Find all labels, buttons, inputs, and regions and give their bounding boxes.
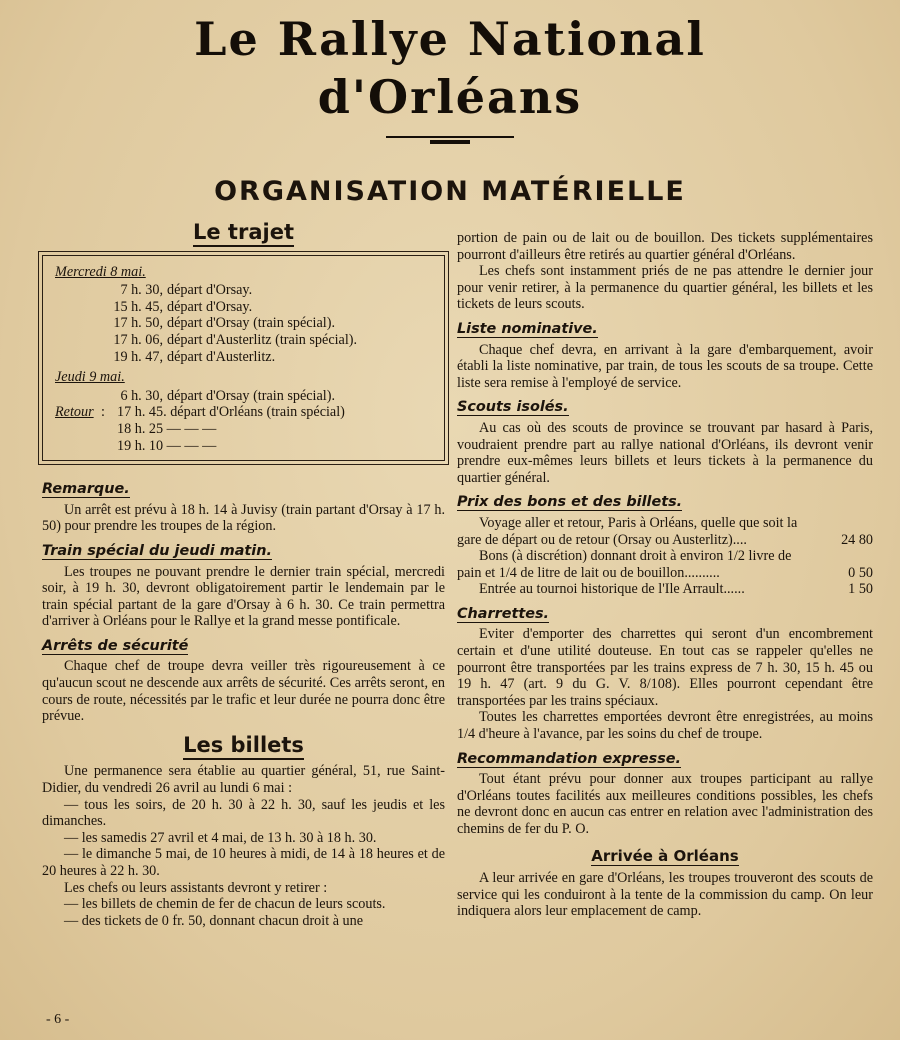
day-mercredi: Mercredi 8 mai. [55,263,146,280]
retour-row: 19 h. 10 — — — [117,437,217,454]
liste-heading: Liste nominative. [457,320,598,337]
right-column [457,230,873,920]
arrets-text: Chaque chef de troupe devra veiller très rigoureusement à ce qu'aucun scout ne descende aux arrêts de sécurité. Ces arrêts seront, en cours de route, nécessités par le trafic et leur durée ne pourra donc être prévue. [42,658,445,725]
billets-item: — le dimanche 5 mai, de 10 heures à midi, de 14 à 18 heures et de 20 heures à 22 h. 30. [42,846,445,879]
liste-text: Chaque chef devra, en arrivant à la gare d'embarquement, avoir établi la liste nominative, par train, de tous les scouts de sa troupe. Cette liste sera remise à l'employé de service. [457,341,873,391]
remarque-heading: Remarque. [42,481,130,498]
billets-retirer-item: — les billets de chemin de fer de chacun de leurs scouts. [64,896,386,913]
train-special-heading: Train spécial du jeudi matin. [42,542,272,559]
schedule-row: 6 h. 30, départ d'Orsay (train spécial). [120,387,336,404]
price-row: Voyage aller et retour, Paris à Orléans, quelle que soit la gare de départ ou de retour (Orsay ou Austerlitz).... 24 80 [457,514,873,548]
continuation-text: portion de pain ou de lait ou de bouillon. Des tickets supplémentaires pourront d'ailleurs être retirés au quartier général d'Orléans. [457,230,873,263]
day-jeudi: Jeudi 9 mai. [55,369,125,386]
train-special-text: Les troupes ne pouvant prendre le dernier train spécial, mercredi soir, à 19 h. 30, devront obligatoirement partir le lendemain par le train spécial partant de la gare d'Orsay à 6 h. 30. Ce train permettra d'arriver à Orléans pour le Rallye et la grand messe pontificale. [42,563,445,630]
billets-retirer-item: — des tickets de 0 fr. 50, donnant chacun droit à une [64,912,364,929]
prix-heading: Prix des bons et des billets. [457,494,683,511]
remarque-text: Un arrêt est prévu à 18 h. 14 à Juvisy (train partant d'Orsay à 17 h. 50) pour prendre les troupes de la région. [42,501,445,535]
schedule-row: 17 h. 06, départ d'Austerlitz (train spécial). [113,331,358,348]
retour-row: Retour : 17 h. 45. départ d'Orléans (train spécial) [55,404,345,421]
schedule-row: 15 h. 45, départ d'Orsay. [113,298,253,315]
recommandation-text: Tout étant prévu pour donner aux troupes participant au rallye d'Orléans toutes facilités aux meilleures conditions possibles, les chefs ne devront donc en aucun cas entrer en relation avec l'administration des chemins de fer du P. O. [457,771,873,837]
recommandation-heading: Recommandation expresse. [457,750,682,767]
billets-title: Les billets [42,737,445,754]
billets-item: — les samedis 27 avril et 4 mai, de 13 h. 30 à 18 h. 30. [64,829,377,846]
price-row: Entrée au tournoi historique de l'Ile Arrault...... 1 50 [479,581,873,598]
trajet-title: Le trajet [42,224,445,241]
retour-row: 18 h. 25 — — — [117,420,217,437]
arrets-heading: Arrêts de sécurité [42,637,189,654]
schedule-row: 19 h. 47, départ d'Austerlitz. [113,348,276,365]
arrivee-heading: Arrivée à Orléans [591,846,739,865]
isoles-text: Au cas où des scouts de province se trouvant par hasard à Paris, voudraient prendre part au rallye national d'Orléans, ils devront venir prendre eux-mêmes leurs billets et leurs tickets à la permanence du quartier général. [457,419,873,486]
charrettes-heading: Charrettes. [457,605,550,622]
price-list [457,515,873,598]
left-column [42,220,445,929]
chefs-text: Les chefs sont instamment priés de ne pas attendre le dernier jour pour venir retirer, à la permanence du quartier général, les billets et les tickets de leurs scouts. [457,263,873,313]
schedule-box [42,255,445,462]
schedule-row: 17 h. 50, départ d'Orsay (train spécial). [113,315,336,332]
billets-retirer: Les chefs ou leurs assistants devront y retirer : [64,879,328,896]
isoles-heading: Scouts isolés. [457,399,569,416]
schedule-row: 7 h. 30, départ d'Orsay. [120,282,253,299]
arrivee-text: A leur arrivée en gare d'Orléans, les troupes trouveront des scouts de service qui les conduiront à la tente de la commission du camp. On leur indiquera alors leur emplacement de camp. [457,870,873,920]
charrettes-text: Toutes les charrettes emportées devront être enregistrées, au moins 1/4 d'heure à l'avance, par les soins du chef de troupe. [457,709,873,743]
title-divider [386,136,514,138]
main-title-line2: d'Orléans [317,70,583,124]
price-row: Bons (à discrétion) donnant droit à environ 1/2 livre de [479,548,792,565]
billets-intro: Une permanence sera établie au quartier général, 51, rue Saint-Didier, du vendredi 26 avril au lundi 6 mai : [42,763,445,797]
billets-item: — tous les soirs, de 20 h. 30 à 22 h. 30, sauf les jeudis et les dimanches. [42,796,445,830]
price-row: pain et 1/4 de litre de lait ou de bouillon.......... 0 50 [457,564,873,581]
main-title-line1: Le Rallye National [194,12,706,66]
section-title: ORGANISATION MATÉRIELLE [214,176,686,207]
charrettes-text: Eviter d'emporter des charrettes qui seront d'un encombrement certain et d'une utilité douteuse. En tout cas se rappeler qu'elles ne pourront être transportées par les trains express de 7 h. 30, 15 h. 45 ou 19 h. 47 (art. 9 du G. V. 8/108). Elles pourront cependant être transportées par les trains spéciaux. [457,626,873,709]
page-number: - 6 - [46,1012,70,1027]
